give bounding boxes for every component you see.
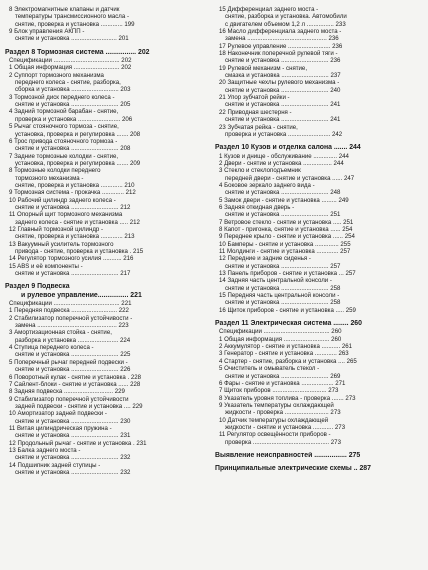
toc-entry: снятие и установка ............................ 225 [15, 351, 131, 359]
toc-entry: тормозного механизма - [15, 174, 84, 182]
toc-entry: жидкости - снятие и установка ............ 273 [225, 423, 346, 431]
toc-entry: заднего колеса - снятие и установка ..... 212 [15, 218, 140, 226]
toc-entry: 9 Указатель температуры охлаждающей [219, 401, 334, 409]
toc-entry: 1 Общая информация ........................... 202 [9, 64, 132, 72]
toc-entry: 17 Рулевое управление ......................... 236 [219, 42, 343, 50]
toc-entry: 10 Бамперы - снятие и установка .............. 255 [219, 240, 351, 248]
toc-entry: 10 Амортизатор задней подвески - [9, 410, 107, 418]
toc-entry: 5 Рычаг стояночного тормоза - снятие, [9, 123, 119, 131]
section-heading: Раздел 11 Электрическая система ........ 260 [215, 320, 362, 328]
toc-entry: 11 Опорный щит тормозного механизма [9, 211, 123, 219]
toc-entry: снятие и установка ............................ 240 [225, 86, 341, 94]
toc-entry: проверка и установка ......................... 242 [225, 130, 343, 138]
toc-left-column [5, 6, 211, 476]
toc-entry: снятие и установка ............................ 236 [225, 57, 341, 65]
toc-entry: передней двери - снятие и установка ...... 247 [225, 174, 355, 182]
toc-entry: 5 Очиститель и омыватель стекол - [219, 365, 320, 373]
section-heading: и рулевое управление................ 221 [21, 291, 142, 299]
toc-entry: снятие и установка ........................... 201 [15, 35, 129, 43]
toc-entry: 6 Фары - снятие и установка ................... 271 [219, 379, 346, 387]
toc-entry: 21 Упор зубчатой рейки - [219, 94, 290, 102]
toc-entry: 14 Регулятор тормозного усилия ........... 216 [9, 255, 134, 263]
toc-entry: 9 Тормозная система - прокачка ............. 212 [9, 189, 136, 197]
toc-entry: проверка ............................................. 273 [225, 438, 341, 446]
toc-entry: 19 Рулевой механизм - снятие, [219, 64, 308, 72]
toc-entry: жидкости - проверка .......................... 273 [225, 409, 341, 417]
toc-entry: 4 Задний тормозной барабан - снятие, [9, 108, 119, 116]
toc-entry: установка, проверка и регулировка ....... 208 [15, 130, 141, 138]
toc-entry: снятие и установка ............................ 226 [15, 366, 131, 374]
toc-entry: снятие и установка ............................ 232 [15, 454, 131, 462]
toc-entry: 18 Наконечник поперечной рулевой тяги - [219, 50, 338, 58]
toc-entry: 7 Щиток приборов ................................ 273 [219, 387, 339, 395]
toc-entry: с двигателем объемом 1,2 л ................ 233 [225, 20, 346, 28]
toc-entry: 16 Щиток приборов - снятие и установка ..... 259 [219, 306, 356, 314]
toc-entry: снятие, проверка и установка ............. 213 [15, 233, 135, 241]
toc-entry: 11 Витая цилиндрическая пружина - [9, 424, 112, 432]
toc-entry: 8 Задняя подвеска ............................. 229 [9, 388, 125, 396]
toc-entry: снятие и установка ............................ 248 [225, 189, 341, 197]
toc-entry: 14 Задняя часть центральной консоли - [219, 277, 332, 285]
toc-entry: замена ............................................... 236 [225, 35, 339, 43]
toc-entry: 5 Замок двери - снятие и установка ......... 249 [219, 196, 349, 204]
toc-entry: 15 Передняя часть центральной консоли - [219, 292, 340, 300]
section-heading: Раздел 8 Тормозная система ................ 202 [5, 48, 150, 56]
toc-entry: температуры трансмиссионного масла - [15, 13, 129, 21]
toc-entry: снятие и установка ............................ 230 [15, 417, 131, 425]
toc-entry: снятие и установка ............................ 258 [225, 299, 341, 307]
toc-entry: 9 Стабилизатор поперечной устойчивости [9, 395, 129, 403]
toc-entry: Спецификации ....................................... 202 [9, 57, 132, 65]
toc-entry: проверка и установка ......................... 206 [15, 115, 133, 123]
toc-entry: 8 Капот - пригонка, снятие и установка ...... 254 [219, 225, 353, 233]
toc-entry: снятие и установка ............................ 208 [15, 145, 131, 153]
toc-entry: разборка и установка ........................ 224 [15, 336, 131, 344]
toc-entry: 2 Двери - снятие и установка ................. 244 [219, 159, 344, 167]
toc-entry: 2 Аккумулятор - снятие и установка ........... 261 [219, 343, 353, 351]
toc-entry: снятие и установка ............................ 241 [225, 116, 341, 124]
toc-entry: 1 Кузов и днище - обслуживание .............. 244 [219, 152, 349, 160]
toc-entry: 12 Продольный рычаг - снятие и установка . 231 [9, 439, 147, 447]
toc-entry: 3 Амортизационная стойка - снятие, [9, 329, 112, 337]
toc-entry: 5 Поперечный рычаг передней подвески - [9, 358, 128, 366]
toc-entry: 23 Зубчатая рейка - снятие, [219, 123, 298, 131]
toc-entry: 3 Генератор - снятие и установка ............. 263 [219, 350, 349, 358]
toc-entry: снятие и установка ............................ 231 [15, 432, 131, 440]
toc-entry: установка, проверка и регулировка ....... 209 [15, 159, 141, 167]
toc-entry: 13 Вакуумный усилитель тормозного [9, 240, 114, 248]
toc-entry: 6 Поворотный кулак - снятие и установка . 228 [9, 373, 142, 381]
toc-entry: 8 Тормозные колодки переднего [9, 167, 101, 175]
toc-entry: 6 Задняя откидная дверь - [219, 203, 295, 211]
toc-entry: 10 Рабочий цилиндр заднего колеса - [9, 196, 116, 204]
toc-entry: снятие и установка ............................ 205 [15, 101, 131, 109]
toc-entry: 15 Дифференциал заднего моста - [219, 6, 319, 13]
toc-entry: переднего колеса - снятие, разборка, [15, 79, 121, 87]
toc-entry: 11 Молдинги - снятие и установка ............. 257 [219, 248, 351, 255]
toc-entry: замена ............................................... 223 [15, 322, 129, 330]
toc-entry: 12 Главный тормозной цилиндр - [9, 225, 103, 233]
toc-entry: снятие и установка ............................ 232 [15, 468, 131, 476]
toc-entry: снятие и установка ............................ 258 [225, 284, 341, 292]
toc-entry: 9 Блок управления АКПП - [9, 28, 85, 36]
toc-entry: 8 Электромагнитные клапаны и датчик [9, 6, 120, 13]
toc-entry: снятие, проверка и установка ............. 210 [15, 181, 135, 189]
section-heading: Принципиальные электрические схемы .. 287 [215, 465, 371, 473]
toc-entry: задней подвески - снятие и установка .... 229 [15, 402, 143, 410]
toc-entry: 7 Задние тормозные колодки - снятие, [9, 152, 119, 160]
toc-entry: Спецификации ....................................... 260 [219, 328, 342, 336]
toc-entry: 7 Сайлент-блоки - снятие и установка ...... 228 [9, 380, 141, 388]
section-heading: Раздел 9 Подвеска [5, 283, 70, 291]
section-heading: Выявление неисправностей ................. 275 [215, 451, 361, 459]
toc-entry: 12 Передние и задние сиденья - [219, 255, 311, 263]
toc-entry: 8 Указатель уровня топлива - проверка ....... 273 [219, 394, 356, 402]
toc-entry: сборка и установка ............................ 203 [15, 86, 131, 94]
toc-entry: 22 Приводная шестерня - [219, 108, 292, 116]
toc-entry: 3 Тормозной диск переднего колеса - [9, 93, 115, 101]
toc-entry: 2 Стабилизатор поперечной устойчивости - [9, 314, 133, 322]
toc-entry: снятие, разборка и установка. Автомобили [225, 13, 347, 21]
toc-entry: привода - снятие, проверка и установка . 215 [15, 248, 144, 255]
toc-entry: снятие и установка ............................ 241 [225, 101, 341, 109]
toc-right-column [215, 6, 421, 474]
toc-entry: снятие и установка ............................ 269 [225, 372, 341, 380]
toc-entry: снятие и установка ............................ 212 [15, 203, 131, 211]
toc-entry: Спецификации ....................................... 221 [9, 300, 132, 308]
toc-entry: снятие и установка ............................ 251 [225, 211, 341, 219]
toc-entry: 7 Ветровое стекло - снятие и установка ..... 251 [219, 218, 354, 226]
toc-entry: 14 Подшипник задней ступицы - [9, 461, 101, 469]
toc-entry: снятие, проверка и установка ............. 199 [15, 20, 135, 28]
toc-entry: 1 Общая информация ........................... 260 [219, 335, 342, 343]
toc-entry: 2 Суппорт тормозного механизма [9, 71, 104, 79]
section-heading: Раздел 10 Кузов и отделка салона ....... 244 [215, 144, 361, 152]
toc-entry: 10 Датчик температуры охлаждающей [219, 416, 329, 424]
toc-entry: 1 Передняя подвеска ........................... 222 [9, 307, 129, 315]
toc-entry: 4 Боковое зеркало заднего вида - [219, 181, 315, 189]
toc-entry: 13 Балка заднего моста - [9, 446, 81, 454]
toc-entry: 9 Переднее крыло - снятие и установка ...... 254 [219, 233, 355, 241]
toc-entry: 4 Стартер - снятие, разборка и установка .... 265 [219, 357, 357, 365]
toc-entry: снятие и установка ............................ 217 [15, 270, 131, 278]
toc-entry: 20 Защитные чехлы рулевого механизма - [219, 79, 340, 87]
toc-entry: 4 Ступица переднего колеса - [9, 344, 94, 352]
toc-entry: 3 Стекло и стеклоподъемник [219, 167, 301, 175]
toc-entry: 16 Масло дифференциала заднего моста - [219, 28, 342, 36]
toc-entry: смазка и установка ............................ 237 [225, 72, 341, 80]
toc-entry: 15 ABS и её компоненты - [9, 262, 83, 270]
toc-entry: 6 Трос привода стояночного тормоза - [9, 137, 118, 145]
toc-entry: 11 Регулятор освещённости приборов - [219, 431, 331, 439]
toc-entry: снятие и установка ............................ 257 [225, 262, 341, 270]
toc-entry: 13 Панель приборов - снятие и установка ... 257 [219, 270, 356, 278]
